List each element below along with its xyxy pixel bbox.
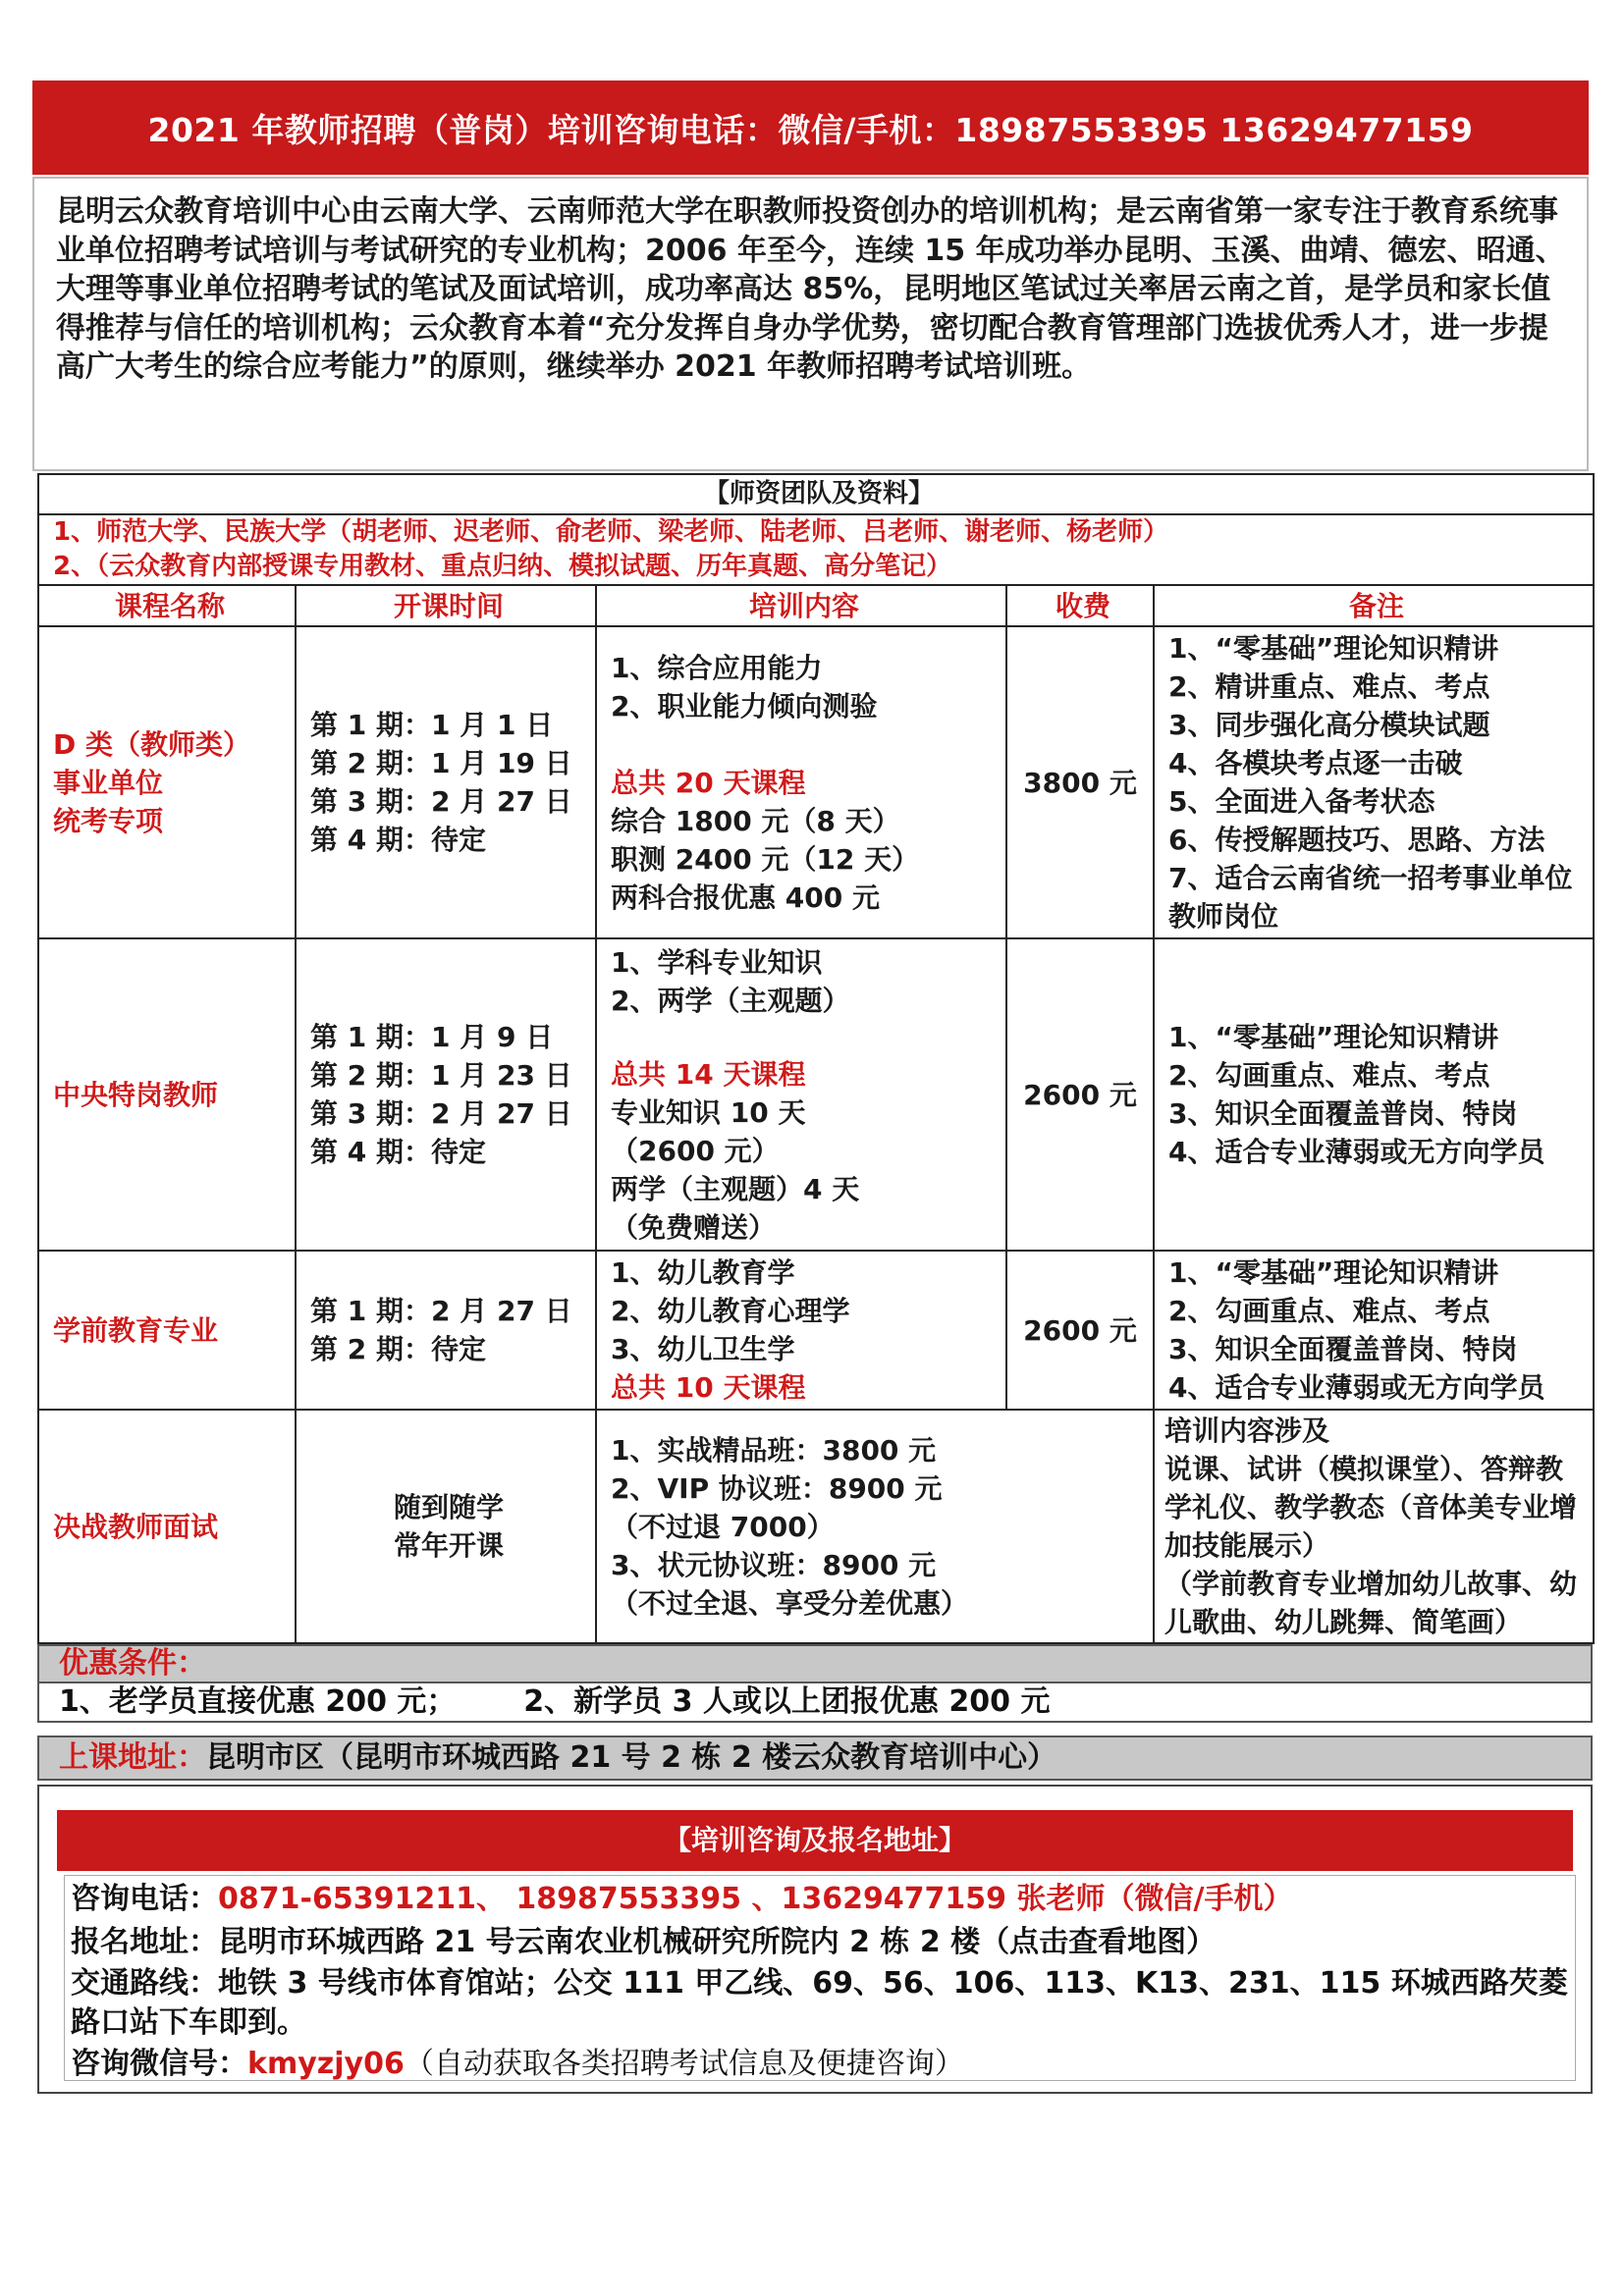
team-line-teachers: 1、师范大学、民族大学（胡老师、迟老师、俞老师、梁老师、陆老师、吕老师、谢老师、杨老师） [38,514,1594,550]
consult-transit-line [71,1964,1575,2043]
wechat-label: 咨询微信号： [71,2047,247,2081]
note-line: 3、知识全面覆盖普岗、特岗 [1168,1333,1518,1365]
note-line: （学前教育专业增加幼儿故事、幼儿歌曲、幼儿跳舞、简笔画） [1164,1568,1578,1638]
note-line: 7、适合云南省统一招考事业单位教师岗位 [1168,862,1573,933]
consult-section [37,1785,1593,2094]
discount-item: 2、新学员 3 人或以上团报优惠 200 元 [523,1684,1051,1719]
course-time [296,626,596,938]
address-label: 上课地址： [59,1740,206,1775]
phone-value[interactable]: 0871-65391211、 18987553395 、13629477159 张老师（微信/手机） [218,1882,1293,1916]
discount-section [37,1644,1593,1723]
table-row [38,938,1594,1251]
content-line: 总共 14 天课程 [611,1057,806,1091]
col-header-fee: 收费 [1006,585,1154,626]
content-line: 3、幼儿卫生学 [611,1333,795,1365]
note-line: 1、“零基础”理论知识精讲 [1168,1256,1499,1289]
note-line: 1、“零基础”理论知识精讲 [1168,1021,1499,1053]
phone-label: 咨询电话： [71,1882,218,1916]
transit-value: 地铁 3 号线市体育馆站；公交 111 甲乙线、69、56、106、113、K13、231、115 环城西路芡菱路口站下车即到。 [71,1966,1568,2040]
content-line: 总共 10 天课程 [611,1371,806,1404]
session-line: 第 2 期：1 月 19 日 [310,747,572,779]
course-name [38,1251,296,1410]
page-title-banner [32,80,1589,175]
session-line: 第 3 期：2 月 27 日 [310,1097,572,1130]
content-line: （免费赠送） [611,1210,777,1244]
signup-address-link[interactable]: 昆明市环城西路 21 号云南农业机械研究所院内 2 栋 2 楼（点击查看地图） [218,1925,1217,1959]
course-fee: 2600 元 [1006,938,1154,1251]
course-notes [1154,1251,1594,1410]
session-line: 第 2 期：1 月 23 日 [310,1059,572,1092]
col-header-content: 培训内容 [596,585,1006,626]
session-line: 第 4 期：待定 [310,1136,486,1168]
note-line: 3、知识全面覆盖普岗、特岗 [1168,1097,1518,1130]
session-line: 第 1 期：1 月 9 日 [310,1021,554,1053]
course-content [596,938,1006,1251]
table-row [38,1251,1594,1410]
session-line: 随到随学 [393,1491,504,1523]
content-line: 2、职业能力倾向测验 [611,689,878,722]
page-title: 2021 年教师招聘（普岗）培训咨询电话：微信/手机：18987553395 13629477159 [147,110,1474,149]
content-line: （不过退 7000） [611,1510,835,1543]
note-line: 4、各模块考点逐一击破 [1168,747,1463,779]
content-line: 两科合报优惠 400 元 [611,881,880,914]
course-notes [1154,1410,1594,1643]
course-notes [1154,938,1594,1251]
consult-phone-line [71,1878,1575,1921]
note-line: 4、适合专业薄弱或无方向学员 [1168,1136,1545,1168]
session-line: 第 1 期：1 月 1 日 [310,709,554,741]
class-address-bar [37,1735,1593,1781]
course-content [596,1410,1154,1643]
consult-wechat-line [71,2043,1575,2086]
content-line: 专业知识 10 天 [611,1095,806,1129]
note-line: 4、适合专业薄弱或无方向学员 [1168,1371,1545,1404]
consult-signup-line [71,1921,1575,1964]
content-line: 总共 20 天课程 [611,766,806,799]
content-line: 1、实战精品班：3800 元 [611,1433,937,1467]
course-time [296,938,596,1251]
address-value: 昆明市区（昆明市环城西路 21 号 2 栋 2 楼云众教育培训中心） [206,1740,1057,1775]
note-line: 2、勾画重点、难点、考点 [1168,1059,1490,1092]
course-name-line: 中央特岗教师 [53,1078,219,1111]
course-fee: 2600 元 [1006,1251,1154,1410]
session-line: 第 4 期：待定 [310,824,486,856]
table-row [38,626,1594,938]
col-header-time: 开课时间 [296,585,596,626]
team-section-header: 【师资团队及资料】 [38,474,1594,514]
note-line: 2、勾画重点、难点、考点 [1168,1295,1490,1327]
note-line: 2、精讲重点、难点、考点 [1168,670,1490,703]
content-line: 1、幼儿教育学 [611,1256,795,1289]
course-time [296,1251,596,1410]
consult-header: 【培训咨询及报名地址】 [57,1810,1573,1871]
intro-text: 昆明云众教育培训中心由云南大学、云南师范大学在职教师投资创办的培训机构；是云南省第一家专注于教育系统事业单位招聘考试培训与考试研究的专业机构；2006 年至今，连续 15 年成功举办昆明、玉溪、曲靖、德宏、昭通、大理等事业单位招聘考试的笔试及面试培训，成功率高达 85%，昆明地区笔试过关率居云南之首，是学员和家长值得推荐与信任的培训机构；云众教育本着“充分发挥自身办学优势，密切配合教育管理部门选拔优秀人才，进一步提高广大考生的综合应考能力”的原则，继续举办 2021 年教师招聘考试培训班。 [56,194,1565,384]
course-name-line: 决战教师面试 [53,1510,219,1543]
session-line: 常年开课 [393,1529,504,1562]
course-fee: 3800 元 [1006,626,1154,938]
course-time [296,1410,596,1643]
discount-items [37,1683,1593,1723]
content-line: 综合 1800 元（8 天） [611,804,900,837]
discount-item: 1、老学员直接优惠 200 元； [59,1684,457,1719]
content-line: 2、VIP 协议班：8900 元 [611,1471,943,1505]
course-content [596,1251,1006,1410]
course-name-line: D 类（教师类） [53,727,250,761]
spacer [611,725,998,764]
table-row [38,1410,1594,1643]
course-content [596,626,1006,938]
course-table [37,473,1593,1644]
transit-label: 交通路线： [71,1966,218,2001]
course-name-line: 统考专项 [53,804,164,837]
session-line: 第 2 期：待定 [310,1333,486,1365]
note-line: 3、同步强化高分模块试题 [1168,709,1490,741]
course-name-line: 事业单位 [53,766,164,799]
session-line: 第 1 期：2 月 27 日 [310,1295,572,1327]
content-line: 3、状元协议班：8900 元 [611,1548,937,1581]
course-notes [1154,626,1594,938]
col-header-name: 课程名称 [38,585,296,626]
note-line: 说课、试讲（模拟课堂）、答辩教学礼仪、教学教态（音体美专业增加技能展示） [1164,1453,1578,1562]
course-name [38,938,296,1251]
content-line: 2、两学（主观题） [611,984,850,1017]
note-line: 5、全面进入备考状态 [1168,785,1435,818]
content-line: 2、幼儿教育心理学 [611,1295,850,1327]
wechat-note: （自动获取各类招聘考试信息及便捷咨询） [404,2047,964,2081]
intro-paragraph-box [32,177,1589,471]
content-line: 1、综合应用能力 [611,651,823,684]
wechat-id[interactable]: kmyzjy06 [247,2047,405,2081]
signup-label: 报名地址： [71,1925,218,1959]
content-line: 两学（主观题）4 天 [611,1172,860,1205]
content-line: （不过全退、享受分差优惠） [611,1586,969,1620]
course-name [38,1410,296,1643]
note-line: 1、“零基础”理论知识精讲 [1168,632,1499,665]
course-name [38,626,296,938]
session-line: 第 3 期：2 月 27 日 [310,785,572,818]
col-header-notes: 备注 [1154,585,1594,626]
spacer [611,1020,998,1055]
content-line: 1、学科专业知识 [611,945,823,979]
course-name-line: 学前教育专业 [53,1313,219,1347]
discount-label: 优惠条件： [37,1644,1593,1683]
content-line: （2600 元） [611,1134,780,1167]
content-line: 职测 2400 元（12 天） [611,842,920,876]
team-line-materials: 2、（云众教育内部授课专用教材、重点归纳、模拟试题、历年真题、高分笔记） [38,550,1594,585]
note-line: 6、传授解题技巧、思路、方法 [1168,824,1545,856]
note-line: 培训内容涉及 [1164,1415,1330,1447]
consult-body [64,1875,1576,2081]
